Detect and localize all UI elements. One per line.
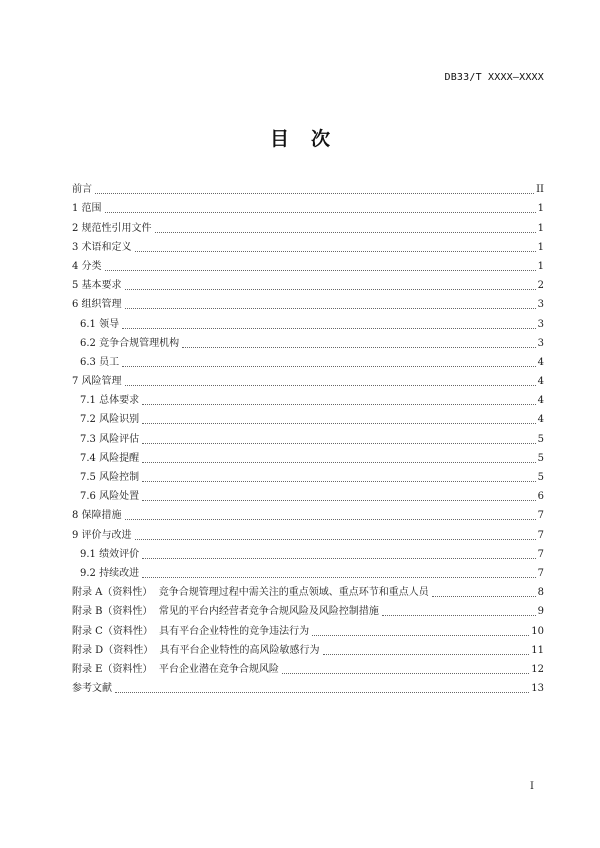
- toc-entry-label: 6.3 员工: [80, 356, 120, 368]
- dot-leader: [312, 635, 529, 636]
- toc-entry-page-number: 2: [537, 280, 544, 292]
- toc-entry-label: 6.1 领导: [80, 318, 120, 330]
- dot-leader: [105, 270, 536, 271]
- toc-entry-label: 5 基本要求: [72, 280, 122, 292]
- dot-leader: [142, 423, 536, 424]
- toc-entry-page-number: 4: [537, 376, 544, 388]
- toc-entry-page-number: 3: [537, 299, 544, 311]
- toc-entry-page-number: 5: [537, 472, 544, 483]
- toc-entry[interactable]: [72, 599, 544, 618]
- toc-entry[interactable]: [72, 177, 544, 196]
- toc-entry[interactable]: [72, 580, 544, 599]
- dot-leader: [135, 539, 536, 540]
- toc-entry-label: 6.2 竞争合规管理机构: [80, 337, 180, 349]
- toc-entry-label: 4 分类: [72, 260, 102, 272]
- dot-leader: [105, 212, 536, 213]
- toc-entry-page-number: 5: [537, 433, 544, 445]
- dot-leader: [142, 558, 536, 559]
- dot-leader: [125, 385, 536, 386]
- toc-entry-label: 9.1 绩效评价: [80, 548, 140, 560]
- toc-entry-label: 9.2 持续改进: [80, 567, 140, 579]
- dot-leader: [282, 673, 529, 674]
- dot-leader: [142, 577, 536, 578]
- toc-entry-page-number: 3: [537, 337, 544, 349]
- toc-entry-page-number: 9: [537, 606, 544, 618]
- document-code: DB33/T XXXX—XXXX: [444, 72, 544, 83]
- toc-entry-label: 7.3 风险评估: [80, 433, 140, 445]
- toc-entry[interactable]: [72, 542, 544, 561]
- dot-leader: [382, 615, 536, 616]
- toc-entry-label: 9 评价与改进: [72, 529, 132, 541]
- toc-entry-page-number: 6: [537, 491, 544, 503]
- dot-leader: [323, 654, 530, 655]
- toc-entry[interactable]: [72, 657, 544, 676]
- toc-entry-label: 6 组织管理: [72, 299, 122, 311]
- toc-entry-label: 附录 E（资料性） 平台企业潜在竞争合规风险: [72, 663, 279, 675]
- toc-entry-page-number: 1: [537, 203, 544, 215]
- toc-entry-label: 7 风险管理: [72, 376, 122, 388]
- dot-leader: [142, 443, 536, 444]
- dot-leader: [182, 347, 536, 348]
- toc-entry-page-number: 5: [537, 452, 544, 464]
- dot-leader: [122, 366, 536, 367]
- dot-leader: [135, 251, 536, 252]
- toc-entry-label: 7.6 风险处置: [80, 491, 140, 503]
- table-of-contents: [72, 177, 544, 695]
- toc-entry-label: 参考文献: [72, 683, 112, 695]
- toc-entry-page-number: 10: [531, 625, 544, 637]
- dot-leader: [122, 328, 536, 329]
- toc-entry-page-number: II: [536, 184, 544, 196]
- toc-entry-page-number: 4: [537, 395, 544, 407]
- toc-entry-page-number: 7: [537, 548, 544, 560]
- toc-entry[interactable]: [72, 292, 544, 311]
- toc-entry-label: 前言: [72, 184, 92, 196]
- toc-entry[interactable]: [72, 254, 544, 273]
- toc-entry[interactable]: [72, 426, 544, 445]
- toc-entry-page-number: 1: [537, 241, 544, 253]
- dot-leader: [142, 404, 536, 405]
- toc-entry[interactable]: [72, 331, 544, 350]
- toc-entry[interactable]: [72, 676, 544, 695]
- toc-entry[interactable]: [72, 369, 544, 388]
- toc-entry-page-number: 1: [537, 260, 544, 272]
- toc-entry[interactable]: [72, 215, 544, 234]
- dot-leader: [142, 481, 536, 482]
- dot-leader: [142, 500, 536, 501]
- dot-leader: [95, 193, 534, 194]
- toc-entry-label: 附录 B（资料性） 常见的平台内经营者竞争合规风险及风险控制措施: [72, 606, 379, 618]
- toc-entry[interactable]: [72, 388, 544, 407]
- toc-entry-page-number: 4: [537, 414, 544, 426]
- toc-entry-page-number: 7: [537, 567, 544, 579]
- toc-entry-label: 附录 C（资料性） 具有平台企业特性的竞争违法行为: [72, 625, 310, 637]
- toc-entry[interactable]: [72, 638, 544, 657]
- toc-entry-page-number: 8: [537, 587, 544, 599]
- toc-entry-label: 7.1 总体要求: [80, 395, 140, 407]
- toc-entry-label: 3 术语和定义: [72, 241, 132, 253]
- toc-entry-page-number: 7: [537, 529, 544, 541]
- toc-entry-page-number: 13: [531, 683, 544, 695]
- toc-entry-label: 2 规范性引用文件: [72, 222, 152, 234]
- toc-entry-page-number: 3: [537, 318, 544, 330]
- toc-entry-label: 7.2 风险识别: [80, 414, 140, 426]
- toc-entry[interactable]: [72, 503, 544, 522]
- dot-leader: [432, 596, 536, 597]
- toc-entry-label: 7.5 风险控制: [80, 472, 140, 483]
- dot-leader: [142, 462, 536, 463]
- toc-entry[interactable]: [72, 235, 544, 254]
- dot-leader: [155, 232, 536, 233]
- toc-entry[interactable]: [72, 273, 544, 292]
- toc-entry[interactable]: [72, 407, 544, 426]
- toc-entry[interactable]: [72, 618, 544, 637]
- toc-entry-label: 附录 D（资料性） 具有平台企业特性的高风险敏感行为: [72, 644, 320, 656]
- footer-page-number: I: [530, 781, 534, 792]
- dot-leader: [125, 519, 536, 520]
- toc-entry[interactable]: [72, 522, 544, 541]
- dot-leader: [115, 692, 529, 693]
- toc-entry-page-number: 1: [537, 222, 544, 234]
- toc-entry[interactable]: [72, 465, 544, 484]
- toc-entry[interactable]: [72, 484, 544, 503]
- dot-leader: [125, 289, 536, 290]
- toc-entry-label: 1 范围: [72, 203, 102, 215]
- toc-entry[interactable]: [72, 311, 544, 330]
- toc-entry-page-number: 4: [537, 356, 544, 368]
- toc-entry[interactable]: [72, 350, 544, 369]
- dot-leader: [125, 308, 536, 309]
- toc-entry-page-number: 7: [537, 510, 544, 522]
- toc-entry-label: 8 保障措施: [72, 510, 122, 522]
- page-title: 目次: [269, 128, 352, 150]
- toc-entry-page-number: 12: [531, 663, 544, 675]
- toc-entry-label: 7.4 风险提醒: [80, 452, 140, 464]
- toc-entry[interactable]: [72, 196, 544, 215]
- toc-entry-label: 附录 A（资料性） 竞争合规管理过程中需关注的重点领域、重点环节和重点人员: [72, 587, 429, 599]
- toc-entry-page-number: 11: [531, 644, 544, 656]
- toc-entry[interactable]: [72, 446, 544, 465]
- toc-entry[interactable]: [72, 561, 544, 580]
